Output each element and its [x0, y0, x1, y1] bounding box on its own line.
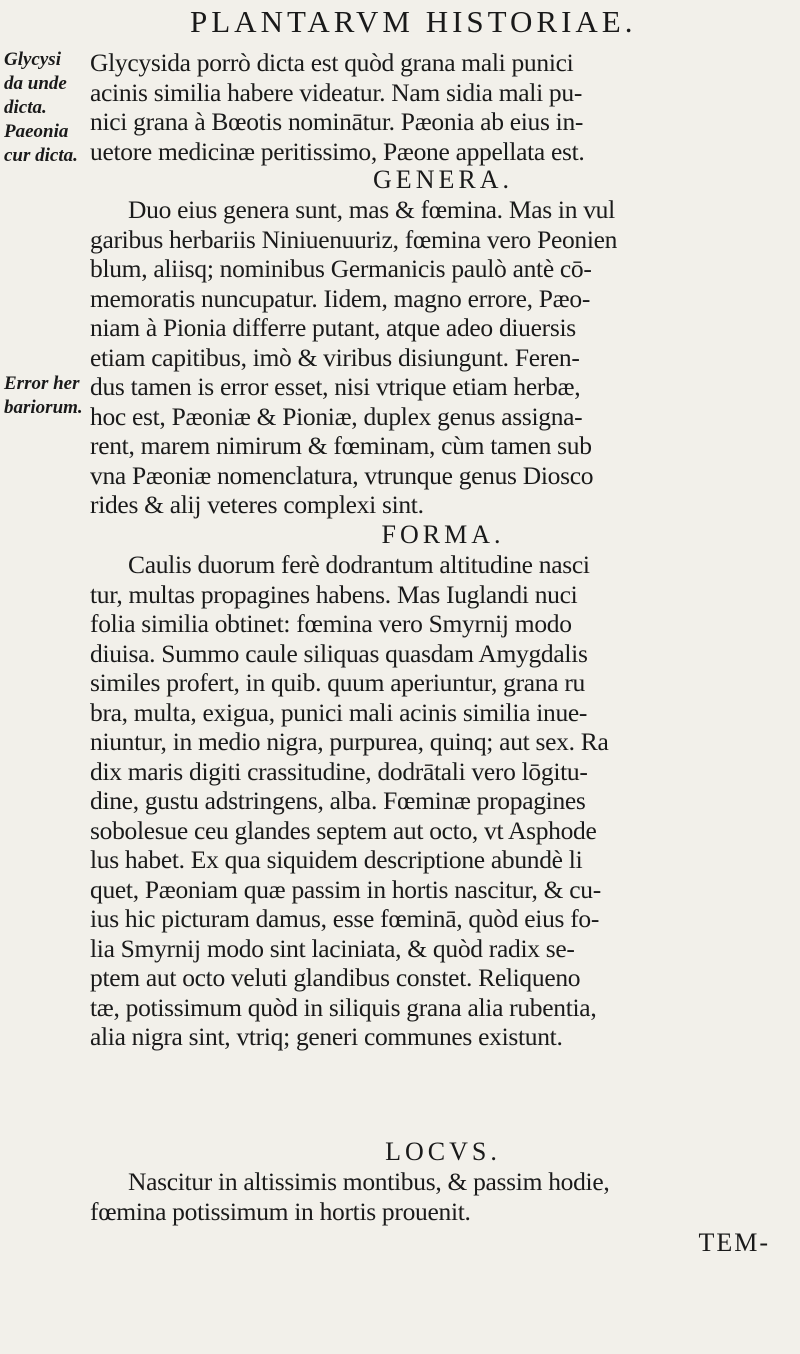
margin-note-error: [4, 372, 86, 420]
text-line: similes profert, in quib. quum aperiuntur, grana ru: [90, 668, 585, 697]
genera-paragraph: [90, 195, 796, 520]
text-line: folia similia obtinet: fœmina vero Smyrnij modo: [90, 609, 572, 638]
text-line: blum, aliisq; nominibus Germanicis paulò antè cō-: [90, 254, 592, 283]
text-line: Nascitur in altissimis montibus, & passim hodie,: [128, 1167, 610, 1196]
locus-paragraph: [90, 1167, 796, 1226]
text-line: alia nigra sint, vtriq; generi communes existunt.: [90, 1022, 563, 1051]
text-line: Caulis duorum ferè dodrantum altitudine nasci: [128, 550, 590, 579]
section-heading-genera: GENERA.: [373, 165, 513, 194]
forma-paragraph: [90, 550, 796, 1052]
margin-note-line: dicta.: [4, 97, 47, 118]
text-line: dine, gustu adstringens, alba. Fœminæ propagines: [90, 786, 586, 815]
text-line: fœmina potissimum in hortis prouenit.: [90, 1196, 471, 1226]
text-line: memoratis nuncupatur. Iidem, magno errore, Pæo-: [90, 283, 591, 313]
text-line: Glycysida porrò dicta est quòd grana mali punici: [90, 48, 574, 77]
margin-note-glycysida: [4, 48, 86, 168]
text-line: lia Smyrnij modo sint laciniata, & quòd radix se-: [90, 933, 575, 963]
text-line: garibus herbariis Niniuenuuriz, fœmina vero Peonien: [90, 224, 618, 254]
text-line: dix maris digiti crassitudine, dodrātali vero lōgitu-: [90, 756, 588, 786]
text-line: niuntur, in medio nigra, purpurea, quinq; aut sex. Ra: [90, 727, 609, 756]
margin-note-line: da unde: [4, 73, 67, 94]
margin-note-line: Paeonia: [4, 121, 69, 142]
text-line: acinis similia habere videatur. Nam sidia mali pu-: [90, 77, 583, 107]
text-line: uetore medicinæ peritissimo, Pæone appellata est.: [90, 136, 585, 166]
text-line: niam à Pionia differre putant, atque adeo diuersis: [90, 313, 576, 342]
section-heading-forma: FORMA.: [381, 520, 505, 549]
text-line: tæ, potissimum quòd in siliquis grana alia rubentia,: [90, 992, 597, 1022]
text-line: ptem aut octo veluti glandibus constet. Reliqueno: [90, 963, 581, 992]
running-head: PLANTARVM HISTORIAE.: [190, 4, 637, 39]
section-heading-locus: LOCVS.: [385, 1137, 501, 1166]
text-line: Duo eius genera sunt, mas & fœmina. Mas in vul: [128, 195, 615, 224]
text-line: dus tamen is error esset, nisi vtrique etiam herbæ,: [90, 372, 581, 401]
margin-note-line: bariorum.: [4, 397, 83, 418]
text-line: tur, multas propagines habens. Mas Iuglandi nuci: [90, 579, 578, 609]
text-line: sobolesue ceu glandes septem aut octo, vt Asphode: [90, 815, 597, 845]
text-line: quet, Pæoniam quæ passim in hortis nascitur, & cu-: [90, 874, 601, 904]
margin-note-line: cur dicta.: [4, 145, 78, 166]
text-line: ius hic picturam damus, esse fœminā, quòd eius fo-: [90, 904, 600, 933]
text-line: vna Pæoniæ nomenclatura, vtrunque genus Diosco: [90, 460, 594, 490]
margin-note-line: Glycysi: [4, 49, 61, 70]
text-line: lus habet. Ex qua siquidem descriptione abundè li: [90, 845, 583, 874]
text-line: nici grana à Bœotis nominātur. Pæonia ab eius in-: [90, 107, 584, 136]
text-line: rent, marem nimirum & fœminam, cùm tamen sub: [90, 431, 592, 460]
intro-paragraph: [90, 48, 796, 166]
margin-note-line: Error her: [4, 373, 80, 394]
text-line: rides & alij veteres complexi sint.: [90, 490, 424, 519]
text-line: etiam capitibus, imò & viribus disiungunt. Feren-: [90, 342, 580, 372]
catchword: TEM-: [698, 1228, 770, 1257]
text-line: bra, multa, exigua, punici mali acinis similia inue-: [90, 697, 588, 727]
text-line: hoc est, Pæoniæ & Pioniæ, duplex genus assigna-: [90, 401, 583, 431]
text-line: diuisa. Summo caule siliquas quasdam Amygdalis: [90, 638, 588, 668]
